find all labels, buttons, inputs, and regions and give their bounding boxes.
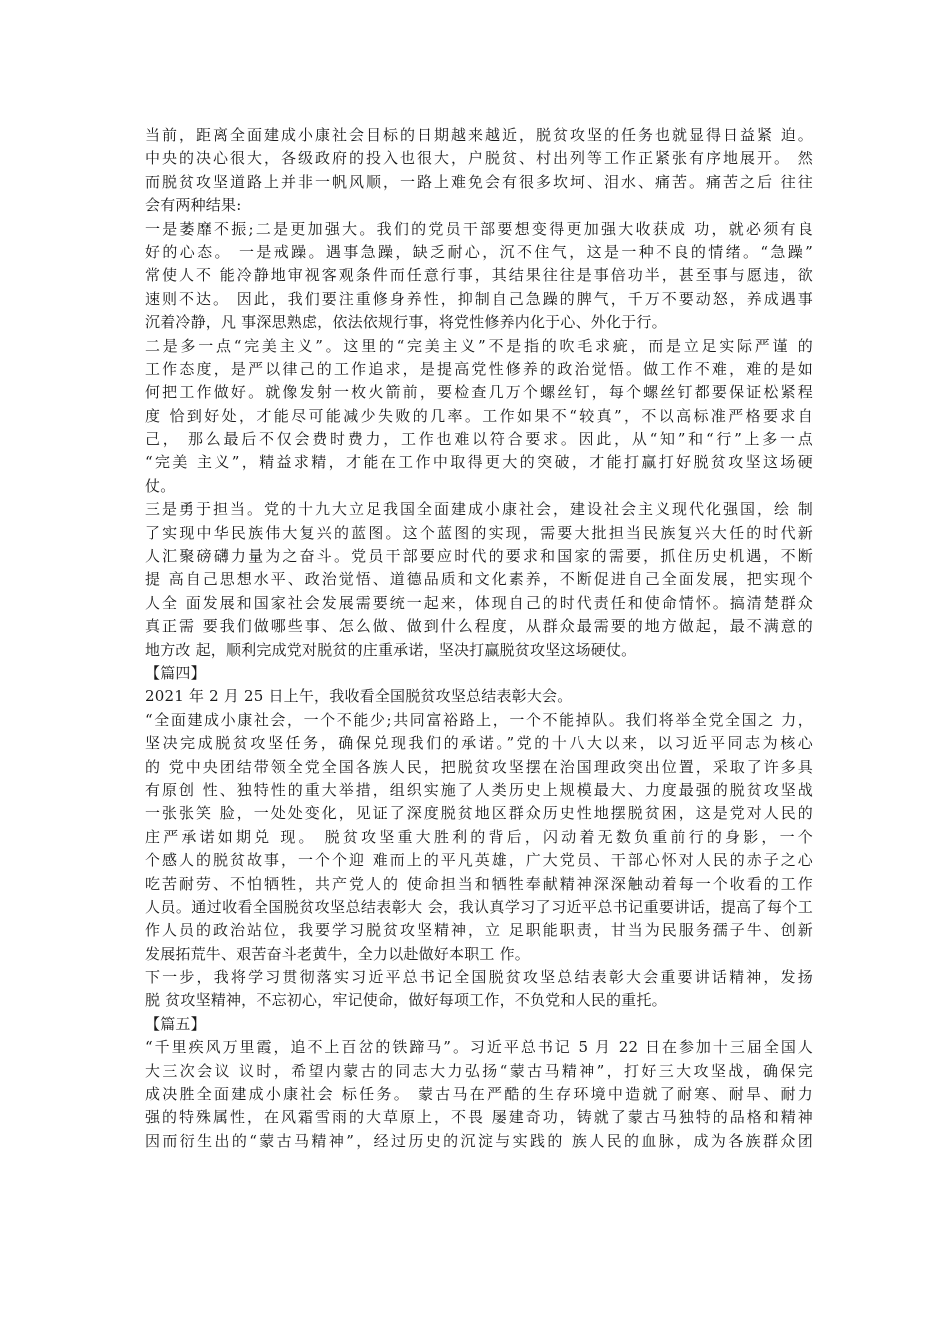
- text-line: 工作态度，是严以律己的工作追求，是提高党性修养的政治觉悟。做工作不难，难的是如: [145, 359, 813, 378]
- text-line: 速则不达。 因此，我们要注重修身养性，抑制自己急躁的脾气，千万不要动怒，养成遇事: [145, 289, 813, 308]
- text-line: 【篇四】: [145, 663, 206, 682]
- text-line: 人汇聚磅礴力量为之奋斗。党员干部要应时代的要求和国家的需要，抓住历史机遇，不断: [145, 547, 813, 566]
- text-line: “千里疾风万里霞，追不上百岔的铁蹄马”。习近平总书记 5 月 22 日在参加十三届全国人: [145, 1038, 813, 1057]
- text-line: 仗。: [145, 476, 176, 495]
- text-line: “全面建成小康社会，一个不能少;共同富裕路上，一个不能掉队。我们将举全党全国之 力，: [145, 710, 813, 729]
- text-line: 三是勇于担当。党的十九大立足我国全面建成小康社会，建设社会主义现代化强国，绘 制: [145, 500, 813, 519]
- text-line: 脱 贫攻坚精神，不忘初心，牢记使命，做好每项工作，不负党和人民的重托。: [145, 991, 667, 1010]
- text-line: 一张张笑 脸，一处处变化，见证了深度脱贫地区群众历史性地摆脱贫困，这是党对人民的: [145, 804, 813, 823]
- text-line: 提 高自己思想水平、政治觉悟、道德品质和文化素养，不断促进自己全面发展，把实现个: [145, 570, 813, 589]
- text-line: 强的特殊属性，在风霜雪雨的大草原上，不畏 屡建奇功，铸就了蒙古马独特的品格和精神: [145, 1108, 813, 1127]
- text-line: 发展拓荒牛、艰苦奋斗老黄牛，全力以赴做好本职工 作。: [145, 944, 530, 963]
- text-line: 人全 面发展和国家社会发展需要统一起来，体现自己的时代责任和使命情怀。搞清楚群众: [145, 593, 813, 612]
- text-line: 吃苦耐劳、不怕牺牲，共产党人的 使命担当和牺牲奉献精神深深触动着每一个收看的工作: [145, 874, 813, 893]
- text-line: 大三次会议 议时，希望内蒙古的同志大力弘扬“蒙古马精神”，打好三大攻坚战，确保完: [145, 1061, 813, 1080]
- text-line: 一是萎靡不振;二是更加强大。我们的党员干部要想变得更加强大收获成 功，就必须有良: [145, 219, 813, 238]
- text-line: 二是多一点“完美主义”。这里的“完美主义”不是指的吹毛求疵，而是立足实际严谨 的: [145, 336, 813, 355]
- text-line: 当前，距离全面建成小康社会目标的日期越来越近，脱贫攻坚的任务也就显得日益紧 迫。: [145, 126, 813, 144]
- text-line: 沉着冷静，凡 事深思熟虑，依法依规行事，将党性修养内化于心、外化于行。: [145, 313, 667, 332]
- text-line: 而脱贫攻坚道路上并非一帆风顺，一路上难免会有很多坎坷、泪水、痛苦。痛苦之后 往往: [145, 172, 813, 191]
- text-line: 个感人的脱贫故事，一个个迎 难而上的平凡英雄，广大党员、干部心怀对人民的赤子之心: [145, 851, 813, 870]
- document-body: [145, 124, 813, 1153]
- text-line: 何把工作做好。就像发射一枚火箭前，要检查几万个螺丝钉，每个螺丝钉都要保证松紧程: [145, 383, 813, 402]
- text-line: 坚决完成脱贫攻坚任务，确保兑现我们的承诺。”党的十八大以来，以习近平同志为核心: [145, 734, 813, 753]
- text-line: 有原创 性、独特性的重大举措，组织实施了人类历史上规模最大、力度最强的脱贫攻坚战: [145, 780, 813, 799]
- text-line: 因而衍生出的“蒙古马精神”，经过历史的沉淀与实践的 族人民的血脉，成为各族群众团: [145, 1131, 813, 1150]
- text-line: 庄严承诺如期兑 现。 脱贫攻坚重大胜利的背后，闪动着无数负重前行的身影，一个: [145, 827, 813, 846]
- text-line: 人员。通过收看全国脱贫攻坚总结表彰大 会，我认真学习了习近平总书记重要讲话，提高了每个工: [145, 897, 813, 916]
- text-line: 作人员的政治站位，我要学习脱贫攻坚精神，立 足职能职责，甘当为民服务孺子牛、创新: [145, 921, 813, 940]
- text-line: 2021 年 2 月 25 日上午，我收看全国脱贫攻坚总结表彰大会。: [145, 687, 573, 706]
- text-line: 中央的决心很大，各级政府的投入也很大，户脱贫、村出列等工作正紧张有序地展开。 然: [145, 149, 813, 168]
- text-line: 己， 那么最后不仅会费时费力，工作也难以符合要求。因此，从“知”和“行”上多一点: [145, 430, 813, 449]
- text-line: 了实现中华民族伟大复兴的蓝图。这个蓝图的实现，需要大批担当民族复兴大任的时代新: [145, 523, 813, 542]
- text-line: 地方改 起，顺利完成党对脱贫的庄重承诺，坚决打赢脱贫攻坚这场硬仗。: [145, 640, 637, 659]
- text-line: 常使人不 能冷静地审视客观条件而任意行事，其结果往往是事倍功半，甚至事与愿违，欲: [145, 266, 813, 285]
- text-line: 成决胜全面建成小康社会 标任务。 蒙古马在严酷的生存环境中造就了耐寒、耐旱、耐力: [145, 1085, 813, 1104]
- text-line: 的 党中央团结带领全党全国各族人民，把脱贫攻坚摆在治国理政突出位置，采取了许多具: [145, 757, 813, 776]
- text-line: 好的心态。 一是戒躁。遇事急躁，缺乏耐心，沉不住气，这是一种不良的情绪。“急躁”: [145, 242, 813, 261]
- text-line: 下一步，我将学习贯彻落实习近平总书记全国脱贫攻坚总结表彰大会重要讲话精神，发扬: [145, 968, 813, 987]
- text-line: “完美 主义”，精益求精，才能在工作中取得更大的突破，才能打赢打好脱贫攻坚这场硬: [145, 453, 813, 472]
- text-line: 会有两种结果:: [145, 196, 242, 215]
- text-line: 度 恰到好处，才能尽可能减少失败的几率。工作如果不“较真”，不以高标准严格要求自: [145, 406, 813, 425]
- text-line: 【篇五】: [145, 1014, 206, 1033]
- text-line: 真正需 要我们做哪些事、怎么做、做到什么程度，从群众最需要的地方做起，最不满意的: [145, 617, 813, 636]
